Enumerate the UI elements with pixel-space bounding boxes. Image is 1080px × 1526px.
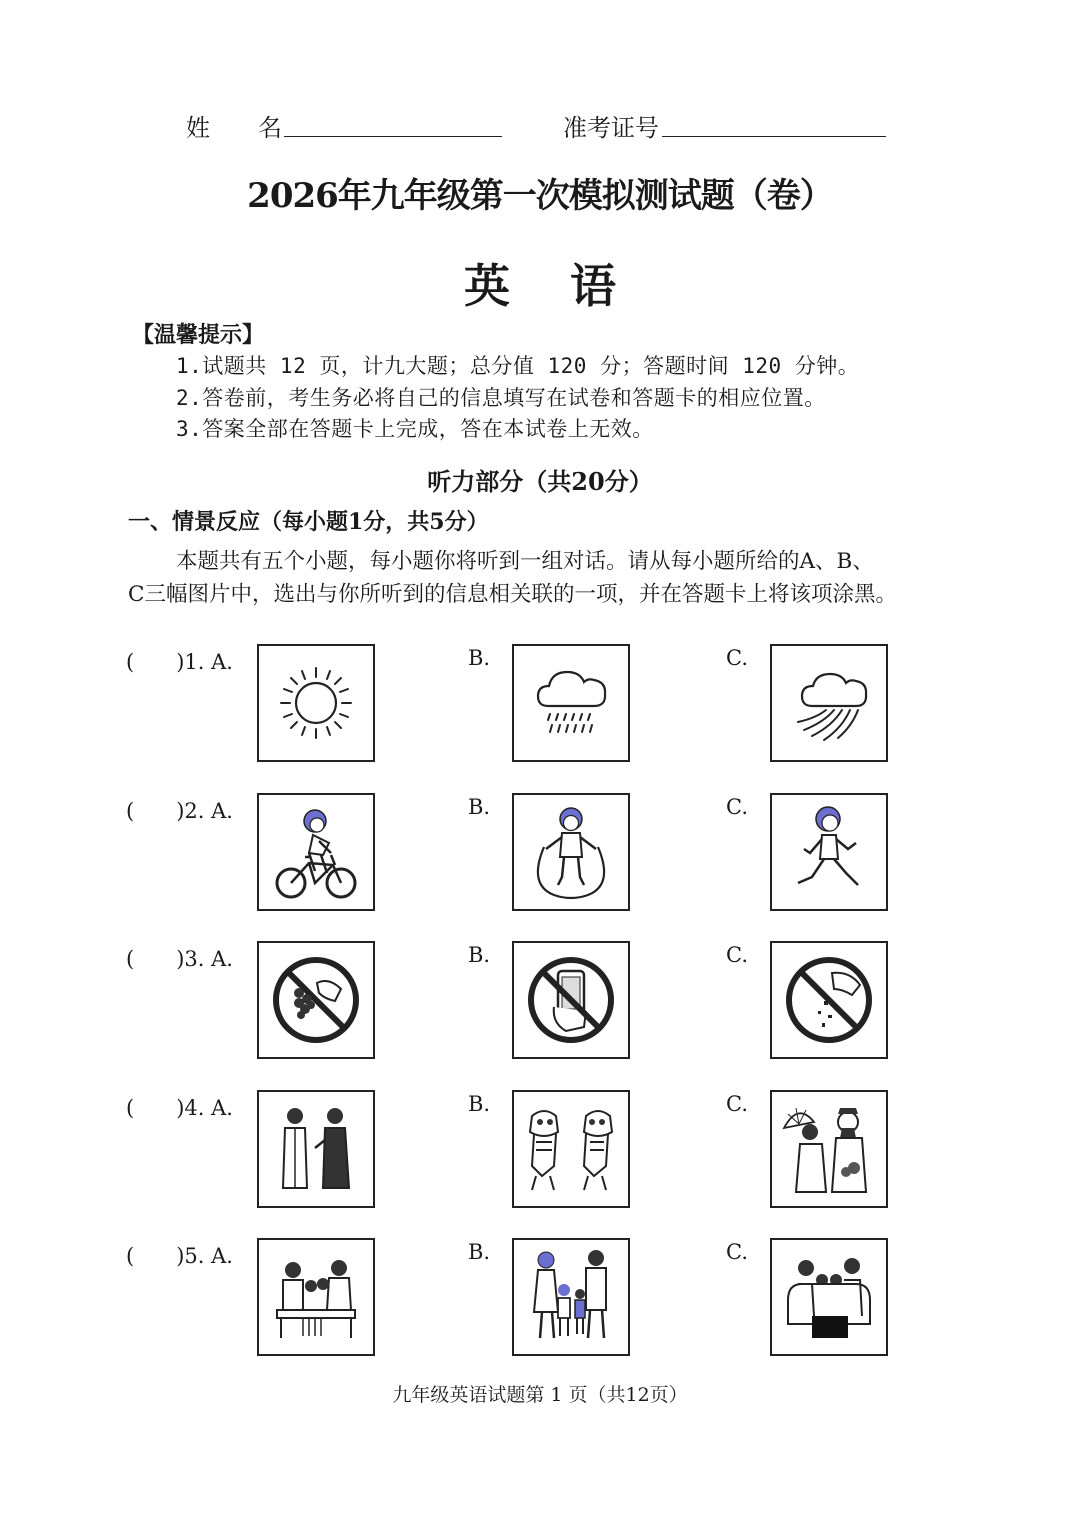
option-image-a[interactable] — [257, 1090, 375, 1208]
question-number[interactable]: ( )5. A. — [126, 1244, 233, 1268]
exam-title: 2026年九年级第一次模拟测试题（卷） — [247, 176, 833, 216]
girl-cycling-icon — [259, 795, 373, 909]
cloud-wind-rain-icon — [772, 646, 886, 760]
option-label-c: C. — [726, 943, 748, 967]
option-image-b[interactable] — [512, 941, 630, 1059]
tip-item: 1.试题共 12 页，计九大题；总分值 120 分；答题时间 120 分钟。 — [176, 354, 860, 378]
instructions-line-2: C三幅图片中，选出与你所听到的信息相关联的一项，并在答题卡上将该项涂黑。 — [128, 582, 897, 607]
option-image-b[interactable] — [512, 1238, 630, 1356]
option-image-c[interactable] — [770, 1238, 888, 1356]
tip-item: 3.答案全部在答题卡上完成，答在本试卷上无效。 — [176, 417, 654, 441]
family-walking-icon — [514, 1240, 628, 1354]
option-label-b: B. — [468, 1240, 491, 1264]
girl-running-icon — [772, 795, 886, 909]
name-field[interactable] — [284, 136, 502, 137]
option-image-b[interactable] — [512, 1090, 630, 1208]
sun-icon — [259, 646, 373, 760]
option-image-b[interactable] — [512, 793, 630, 911]
family-dinner-icon — [259, 1240, 373, 1354]
exam-number-label: 准考证号 — [563, 114, 659, 142]
question-number[interactable]: ( )4. A. — [126, 1096, 233, 1120]
exam-number-field[interactable] — [662, 136, 886, 137]
question-number[interactable]: ( )2. A. — [126, 799, 233, 823]
girl-jumping-rope-icon — [514, 795, 628, 909]
opera-performers-icon — [772, 1092, 886, 1206]
student-info-row — [0, 108, 1080, 148]
option-label-c: C. — [726, 795, 748, 819]
no-littering-icon — [772, 943, 886, 1057]
question-number[interactable]: ( )3. A. — [126, 947, 233, 971]
option-image-a[interactable] — [257, 1238, 375, 1356]
option-image-c[interactable] — [770, 1090, 888, 1208]
subject-title — [0, 250, 1080, 316]
option-image-c[interactable] — [770, 644, 888, 762]
option-image-a[interactable] — [257, 793, 375, 911]
question-number[interactable]: ( )1. A. — [126, 650, 233, 674]
option-image-c[interactable] — [770, 793, 888, 911]
part-one-heading: 一、情景反应（每小题1分，共5分） — [128, 509, 489, 535]
option-image-a[interactable] — [257, 941, 375, 1059]
tip-item: 2.答卷前，考生务必将自己的信息填写在试卷和答题卡的相应位置。 — [176, 386, 826, 410]
cloud-rain-icon — [514, 646, 628, 760]
no-picking-grapes-icon — [259, 943, 373, 1057]
option-label-b: B. — [468, 795, 491, 819]
lion-dance-icon — [514, 1092, 628, 1206]
option-label-c: C. — [726, 1240, 748, 1264]
option-image-a[interactable] — [257, 644, 375, 762]
option-label-b: B. — [468, 646, 491, 670]
instructions-line-1: 本题共有五个小题，每小题你将听到一组对话。请从每小题所给的A、B、 — [176, 549, 874, 574]
option-label-c: C. — [726, 646, 748, 670]
subject-char-2: 语 — [570, 259, 616, 313]
family-watching-tv-icon — [772, 1240, 886, 1354]
option-label-c: C. — [726, 1092, 748, 1116]
name-label: 姓 名 — [186, 114, 282, 142]
listening-section-heading: 听力部分（共20分） — [427, 467, 653, 496]
option-label-b: B. — [468, 1092, 491, 1116]
option-image-c[interactable] — [770, 941, 888, 1059]
option-label-b: B. — [468, 943, 491, 967]
tips-heading: 【温馨提示】 — [132, 322, 265, 348]
crosstalk-performers-icon — [259, 1092, 373, 1206]
subject-char-1: 英 — [464, 259, 510, 313]
option-image-b[interactable] — [512, 644, 630, 762]
page-footer: 九年级英语试题第 1 页（共12页） — [392, 1384, 688, 1406]
no-phone-icon — [514, 943, 628, 1057]
